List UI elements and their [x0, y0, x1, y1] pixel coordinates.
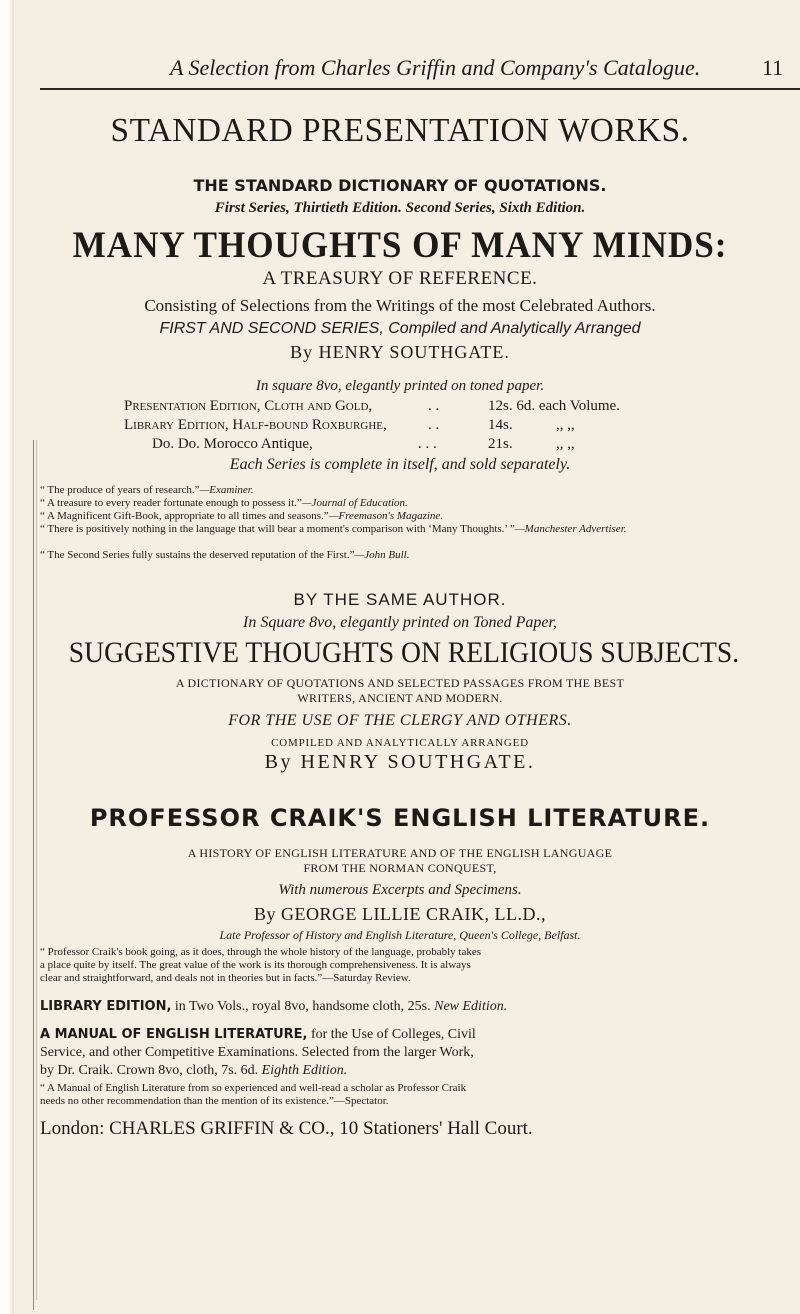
each-series-note: Each Series is complete in itself, and sold separately.	[229, 456, 571, 473]
book3-author-title: Late Professor of History and English Literature, Queen's College, Belfast.	[219, 928, 581, 942]
manual-entry-line1	[40, 1026, 758, 1043]
gutter-line	[33, 440, 34, 1310]
description: Consisting of Selections from the Writings of the most Celebrated Authors.	[144, 296, 656, 315]
page-edge	[0, 0, 14, 1314]
review-quote	[40, 484, 758, 497]
same-author-heading: BY THE SAME AUTHOR.	[293, 590, 507, 609]
review-quote	[40, 523, 758, 536]
price-edition: Library Edition, Half-bound Roxburghe,	[124, 417, 387, 433]
library-edition-label: LIBRARY EDITION,	[40, 999, 172, 1014]
book3-author: By GEORGE LILLIE CRAIK, LL.D.,	[254, 904, 546, 924]
price-dots: . .	[428, 417, 440, 433]
section-title: STANDARD PRESENTATION WORKS.	[110, 112, 690, 149]
book3-review-line: clear and straightforward, and deals not in theories but in facts.”—Saturday Review.	[40, 972, 411, 984]
book3-desc-line2: FROM THE NORMAN CONQUEST,	[303, 861, 497, 875]
book2-desc-line2: WRITERS, ANCIENT AND MODERN.	[297, 691, 503, 705]
running-head: A Selection from Charles Griffin and Company's Catalogue.	[170, 55, 701, 80]
manual-review-line: needs no other recommendation than the mention of its existence.”—Spectator.	[40, 1095, 389, 1107]
manual-line3: by Dr. Craik. Crown 8vo, cloth, 7s. 6d.	[40, 1063, 259, 1078]
price-value: 14s.	[488, 417, 513, 433]
price-value: 21s.	[488, 436, 513, 452]
book2-title: SUGGESTIVE THOUGHTS ON RELIGIOUS SUBJECTS.	[68, 636, 740, 669]
review-source: —Examiner.	[199, 484, 254, 496]
price-edition: Do. Do. Morocco Antique,	[152, 436, 313, 452]
header-rule	[40, 88, 800, 90]
price-ditto: ,, ,,	[556, 436, 575, 452]
review-source: —Freemason's Magazine.	[328, 510, 444, 522]
review-source: —John Bull.	[354, 549, 410, 561]
gutter-line-faint	[36, 440, 37, 1300]
book3-title: PROFESSOR CRAIK'S ENGLISH LITERATURE.	[89, 804, 711, 832]
book3-review-line: a place quite by itself. The great value of the work is its thorough comprehensiveness. It is always	[40, 959, 471, 971]
review-quote	[40, 510, 758, 523]
review-text: “ The produce of years of research.”	[40, 484, 200, 496]
library-edition-entry	[40, 998, 758, 1015]
manual-review-line: “ A Manual of English Literature from so experienced and well-read a scholar as Professor Craik	[40, 1082, 467, 1094]
library-edition-note: New Edition.	[434, 999, 508, 1014]
price-row	[124, 398, 372, 415]
review-source: —Manchester Advertiser.	[514, 523, 627, 535]
review-text: “ There is positively nothing in the language that will bear a moment's comparison with ‘Many Thoughts.’ ”	[40, 523, 515, 535]
series-title: THE STANDARD DICTIONARY OF QUOTATIONS.	[193, 176, 607, 195]
price-ditto: ,, ,,	[556, 417, 575, 433]
library-edition-text: in Two Vols., royal 8vo, handsome cloth, 25s.	[174, 999, 431, 1014]
arrangement: FIRST AND SECOND SERIES, Compiled and Analytically Arranged	[159, 320, 641, 337]
price-dots: . . .	[418, 436, 437, 452]
review-quote	[40, 549, 758, 562]
editions-line: First Series, Thirtieth Edition. Second Series, Sixth Edition.	[214, 200, 586, 216]
manual-entry-line3	[40, 1062, 758, 1079]
price-row	[124, 417, 387, 434]
review-source: —Journal of Education.	[301, 497, 408, 509]
book3-review-line: “ Professor Craik's book going, as it does, through the whole history of the language, probably takes	[40, 946, 481, 958]
price-edition: Presentation Edition, Cloth and Gold,	[124, 398, 373, 414]
manual-label: A MANUAL OF ENGLISH LITERATURE,	[40, 1027, 308, 1042]
price-dots: . .	[428, 398, 440, 414]
manual-line2: Service, and other Competitive Examinations. Selected from the larger Work,	[40, 1045, 474, 1060]
book3-desc-line1: A HISTORY OF ENGLISH LITERATURE AND OF THE ENGLISH LANGUAGE	[187, 846, 613, 860]
footer-imprint: London: CHARLES GRIFFIN & CO., 10 Stationers' Hall Court.	[40, 1118, 533, 1139]
printing-note-2: In Square 8vo, elegantly printed on Toned Paper,	[243, 614, 557, 631]
book2-compiled: COMPILED AND ANALYTICALLY ARRANGED	[271, 737, 529, 749]
printing-note: In square 8vo, elegantly printed on toned paper.	[255, 378, 545, 394]
author-line: By HENRY SOUTHGATE.	[290, 342, 510, 362]
review-text: “ A Magnificent Gift-Book, appropriate to all times and seasons.”	[40, 510, 329, 522]
manual-edition: Eighth Edition.	[261, 1063, 348, 1078]
book3-extras: With numerous Excerpts and Specimens.	[278, 882, 522, 898]
review-text: “ A treasure to every reader fortunate enough to possess it.”	[40, 497, 302, 509]
price-row	[152, 436, 313, 453]
review-quote	[40, 497, 758, 510]
book2-desc-line1: A DICTIONARY OF QUOTATIONS AND SELECTED PASSAGES FROM THE BEST	[175, 676, 625, 690]
book2-purpose: FOR THE USE OF THE CLERGY AND OTHERS.	[228, 712, 572, 729]
page-number: 11	[762, 55, 784, 80]
subtitle: A TREASURY OF REFERENCE.	[262, 268, 538, 289]
manual-line1: for the Use of Colleges, Civil	[310, 1027, 476, 1042]
main-title: MANY THOUGHTS OF MANY MINDS:	[72, 225, 728, 266]
price-value: 12s. 6d. each Volume.	[488, 398, 620, 414]
book2-author: By HENRY SOUTHGATE.	[264, 751, 536, 773]
review-text: “ The Second Series fully sustains the deserved reputation of the First.”	[40, 549, 355, 561]
page-header	[40, 55, 800, 89]
